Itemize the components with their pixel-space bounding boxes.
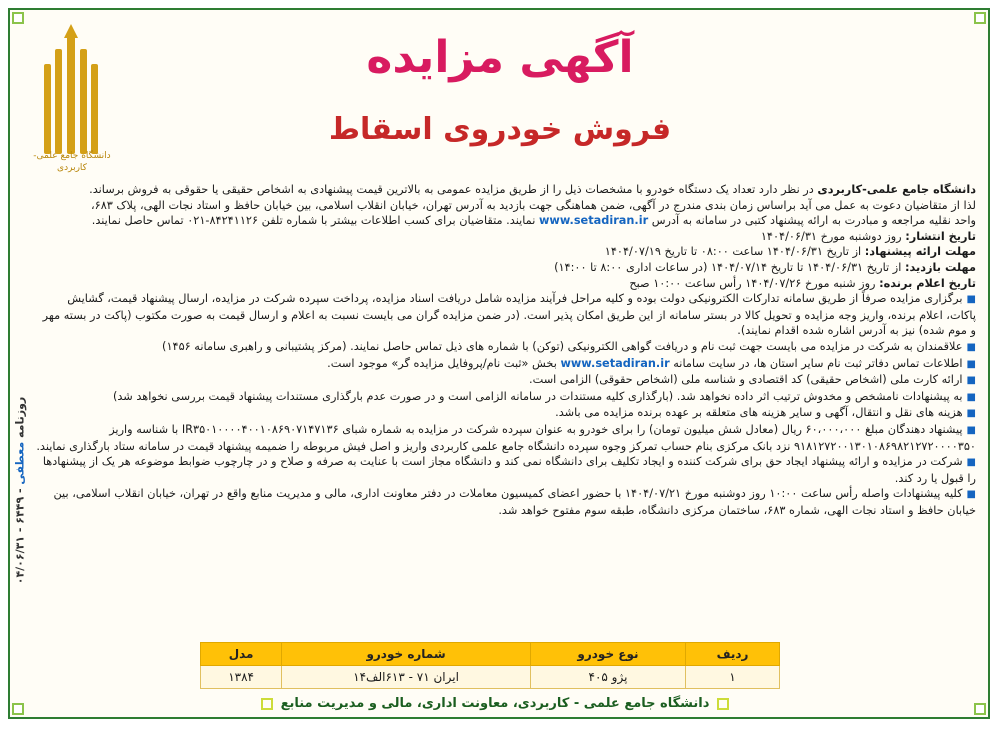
corner-square (974, 12, 986, 24)
bullet-square-icon: ■ (966, 391, 976, 403)
corner-square (12, 12, 24, 24)
bullet-square-icon: ■ (966, 408, 976, 420)
footer-text: دانشگاه جامع علمی - کاربردی، معاونت اداری، مالی و مدیریت منابع (280, 696, 710, 711)
table-cell: ۱۳۸۴ (201, 666, 282, 689)
table-header-row (201, 643, 780, 666)
table-cell: پژو ۴۰۵ (530, 666, 685, 689)
corner-square (974, 703, 986, 715)
bullet-item: ■اطلاعات تماس دفاتر ثبت نام سایر استان ها، در سایت سامانه www.setadiran.ir بخش «ثبت نام/پروفایل مزایده گر» موجود است. (327, 356, 976, 370)
footer-square-icon (717, 698, 729, 710)
vehicle-table (200, 642, 780, 689)
setad-link[interactable]: www.setadiran.ir (560, 356, 670, 370)
bullet-item: ■هزینه های نقل و انتقال، آگهی و سایر هزینه های متعلقه بر عهده برنده مزایده می باشد. (555, 406, 976, 420)
ad-title: آگهی مزایده (366, 32, 634, 83)
bullet-square-icon: ■ (966, 457, 976, 469)
schedule-item: تاریخ اعلام برنده: روز شنبه مورخ ۱۴۰۴/۰۷/۲۶ رأس ساعت ۱۰:۰۰ صبح (629, 276, 976, 290)
bullet-square-icon: ■ (966, 424, 976, 436)
column-header: نوع خودرو (530, 643, 685, 666)
logo-caption: دانشگاه جامع علمی-کاربردی (33, 151, 111, 173)
bullet-item: ■علاقمندان به شرکت در مزایده می بایست جهت ثبت نام و دریافت گواهی الکترونیکی (توکن) با شماره های ذیل تماس حاصل نمایند. (مرکز پشتیبانی و راهبری سامانه ۱۴۵۶) (162, 339, 976, 353)
bullet-item: ■کلیه پیشنهادات واصله رأس ساعت ۱۰:۰۰ روز دوشنبه مورخ ۱۴۰۴/۰۷/۲۱ با حضور اعضای کمیسیون معاملات در دفتر معاونت اداری، مالی و مدیریت منابع واقع در تهران، خیابان انقلاب اسلامی، بین خیابان حافظ و استاد نجات الهی، شماره ۶۸۳، ساختمان مرکزی دانشگاه، طبقه سوم مفتوح خواهد شد. (53, 487, 976, 517)
bullet-square-icon: ■ (966, 489, 976, 501)
newspaper-side-label: روزنامه معطفی - ۶۴۴۹ - ۰۴/۰۶/۳۱ (13, 396, 27, 585)
table-cell: ایران ۷۱ - ۶۱۳الف۱۴ (282, 666, 531, 689)
intro-paragraph-3: واحد نقلیه مراجعه و مبادرت به ارائه پیشنهاد کتبی در سامانه به آدرس www.setadiran.ir نمایند. متقاضیان برای کسب اطلاعات بیشتر با شماره تلفن ۸۴۲۴۱۱۲۶-۰۲۱ تماس حاصل نمایند. (91, 214, 976, 228)
corner-square (12, 703, 24, 715)
ad-body (36, 182, 976, 518)
bullet-item: ■برگزاری مزایده صرفاً از طریق سامانه تدارکات الکترونیکی دولت بوده و کلیه مراحل فرآیند مزایده شامل دریافت اسناد مزایده، پرداخت سپرده شرکت در مزایده، ارسال پیشنهاد قیمت، گشایش پاکات، اعلام برنده، واریز وجه مزایده و تحویل کالا در بستر سامانه از این طریق امکان پذیر است. (در ضمن مزایده گران می بایست نسبت به اعلام و ارسال قیمت به صورت مکتوب (پاکت در بسته مهر و موم شده) نیز به آدرس اشاره شده اقدام نمایند). (42, 292, 976, 338)
bullet-item: ■پیشنهاد دهندگان مبلغ ۶۰،۰۰۰،۰۰۰ ریال (معادل شش میلیون تومان) را برای خودرو به عنوان سپرده شرکت در مزایده به شماره شبای IR۳۵۰۱۰۰۰۰۴۰۰۱۰۸۶۹۰۷۱۴۷۱۳۶ با شناسه واریز ۹۱۸۱۲۷۲۰۰۱۳۰۱۰۸۶۹۸۲۱۲۷۲۰۰۰۰۳۵۰ نزد بانک مرکزی بنام حساب تمرکز وجوه سپرده دانشگاه جامع علمی کاربردی واریز و اصل فیش مربوطه را ضمیمه پیشنهاد قیمت در سامانه ستاد بارگذاری نمایند. (36, 422, 976, 453)
bullet-square-icon: ■ (966, 341, 976, 353)
schedule-item: مهلت بازدید: از تاریخ ۱۴۰۴/۰۶/۳۱ تا تاریخ ۱۴۰۴/۰۷/۱۴ (در ساعات اداری ۸:۰۰ تا ۱۴:۰۰) (554, 260, 976, 274)
schedule-item: تاریخ انتشار: روز دوشنبه مورخ ۱۴۰۴/۰۶/۳۱ (760, 229, 976, 243)
setad-link[interactable]: www.setadiran.ir (538, 214, 649, 228)
intro-paragraph: دانشگاه جامع علمی-کاربردی در نظر دارد تعداد یک دستگاه خودرو با مشخصات ذیل را از طریق مزایده عمومی به بالاترین قیمت پیشنهادی به اشخاص حقیقی یا حقوقی به فروش برساند. (89, 183, 976, 196)
table-cell: ۱ (686, 666, 780, 689)
ad-subtitle: فروش خودروی اسقاط (328, 112, 672, 147)
schedule-item: مهلت ارائه پیشنهاد: از تاریخ ۱۴۰۴/۰۶/۳۱ ساعت ۰۸:۰۰ تا تاریخ ۱۴۰۴/۰۷/۱۹ (604, 245, 976, 259)
bullet-item: ■شرکت در مزایده و ارائه پیشنهاد ایجاد حق برای شرکت کننده و ایجاد تکلیف برای دانشگاه نمی کند و دانشگاه مجاز است با عنایت به صرفه و صلاح و در چارچوب ضوابط موضوعه هر یک از پیشنهادها را قبول یا رد کند. (42, 455, 976, 485)
table-row (201, 666, 780, 689)
newspaper-name: معطفی (13, 441, 27, 485)
bullet-item: ■ارائه کارت ملی (اشخاص حقیقی) کد اقتصادی و شناسه ملی (اشخاص حقوقی) الزامی است. (529, 373, 976, 387)
bullet-item: ■به پیشنهادات نامشخص و مخدوش ترتیب اثر داده نخواهد شد. (بارگذاری کلیه مستندات در سامانه الزامی است و در صورت عدم بارگذاری مستندات پیشنهاد قیمت بررسی نخواهد شد) (112, 389, 976, 403)
intro-paragraph-2: لذا از متقاضیان دعوت به عمل می آید براساس زمان بندی مندرج در آگهی، ضمن هماهنگی جهت بازدید به آدرس تهران، خیابان انقلاب اسلامی، بین خیابان حافظ و استاد نجات الهی، پلاک ۶۸۳، (90, 198, 976, 212)
organization-name: دانشگاه جامع علمی-کاربردی (817, 183, 976, 196)
footer-square-icon (261, 698, 273, 710)
bullet-square-icon: ■ (966, 358, 976, 370)
column-header: شماره خودرو (282, 643, 531, 666)
bullet-square-icon: ■ (966, 294, 976, 306)
column-header: ردیف (686, 643, 780, 666)
column-header: مدل (201, 643, 282, 666)
bullet-square-icon: ■ (966, 375, 976, 387)
ad-footer (60, 693, 930, 715)
